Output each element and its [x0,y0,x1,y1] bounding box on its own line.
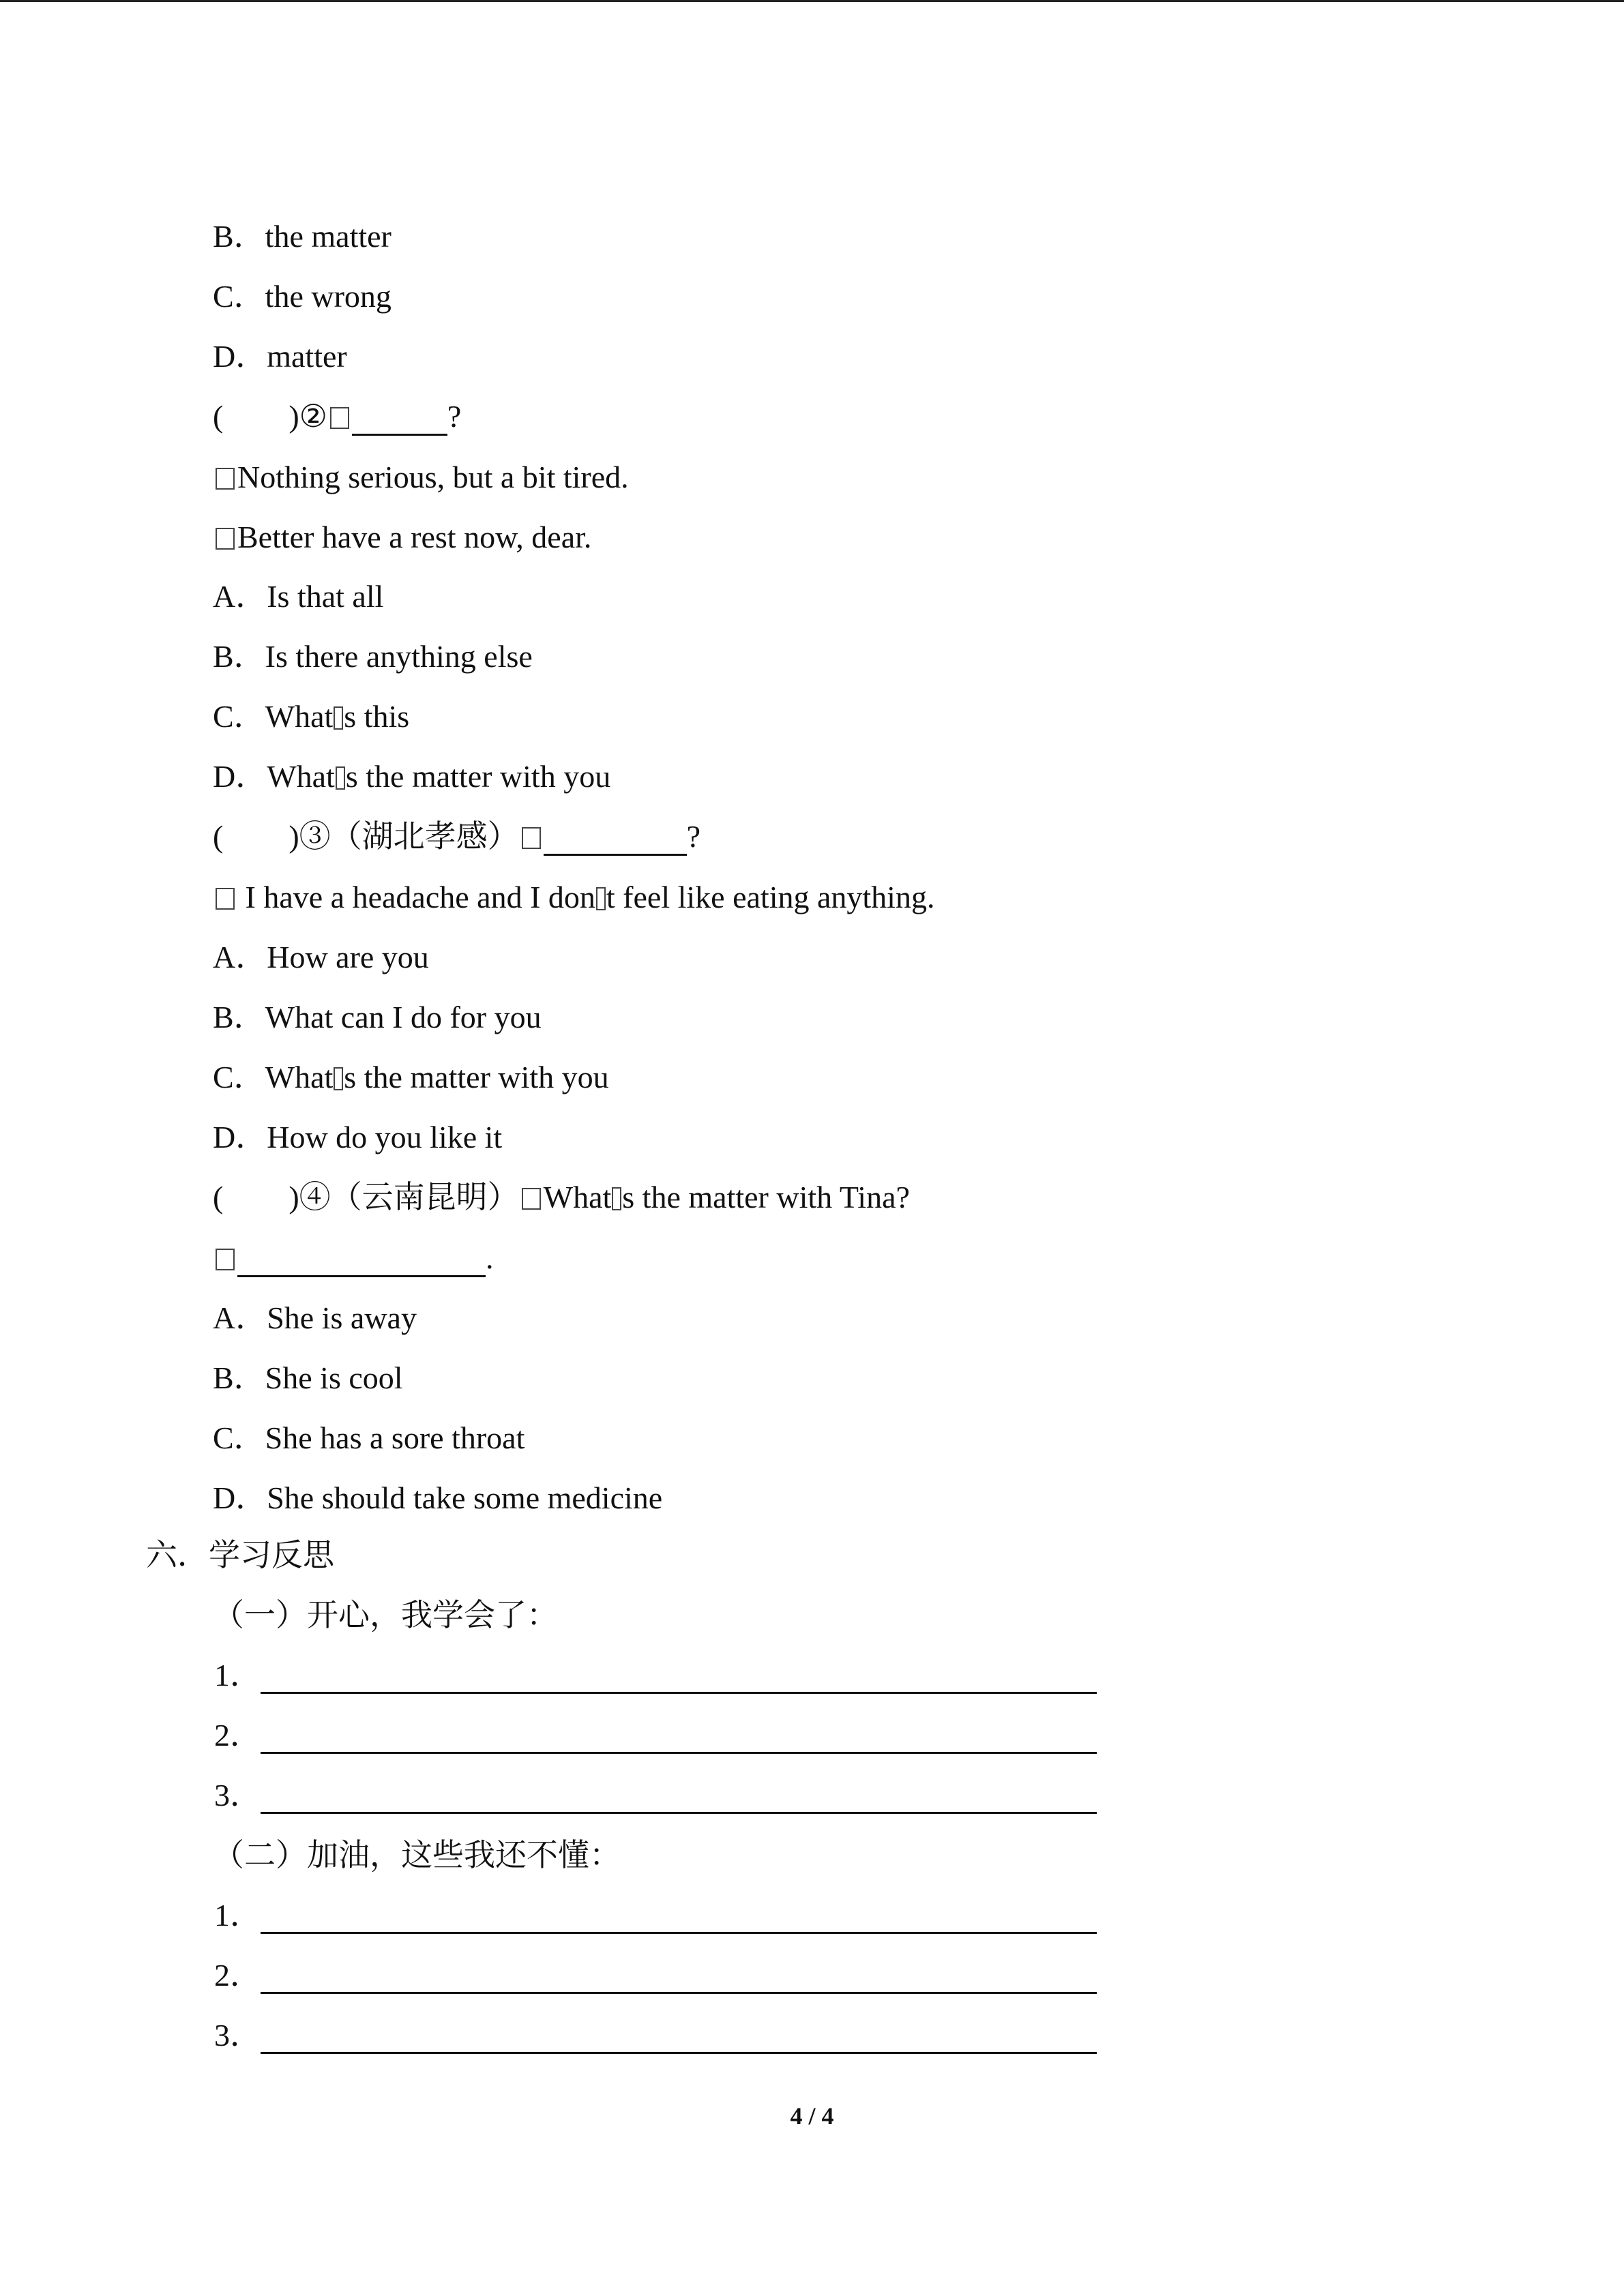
part-1-item-3-number: 3． [214,1778,261,1813]
q2-option-d-text-a: D．What [213,759,335,794]
q4-number-source: )④（云南昆明） [289,1180,519,1214]
q3-dialog-text-a: I have a headache and I don [237,880,595,914]
section-6-part-2-heading: （二）加油，这些我还不懂： [213,1838,621,1873]
q3-option-c-text-a: C．What [213,1060,334,1094]
q4-option-a: A．She is away [213,1300,417,1335]
apostrophe-box [336,766,345,790]
q3-question-mark: ? [686,819,701,854]
dialog-marker-box [522,827,541,849]
q3-number-source: )③（湖北孝感） [289,819,519,854]
q4-stem [213,1170,910,1225]
q2-option-d-text-b: s the matter with you [345,759,611,794]
top-border [0,0,1624,2]
part-1-item-2-number: 2． [214,1718,261,1753]
q1-option-d: D．matter [213,339,347,374]
part-2-item-3-number: 3． [214,2018,261,2053]
section-6-title: 六．学习反思 [146,1538,334,1572]
dialog-marker-box [216,468,235,490]
q4-paren-open: ( [213,1180,224,1214]
q2-option-b: B．Is there anything else [213,639,533,674]
q3-paren-open: ( [213,819,224,854]
q2-dialog-2-text: Better have a rest now, dear. [237,520,592,554]
apostrophe-box [334,1067,343,1090]
q3-option-a: A．How are you [213,940,429,974]
q3-option-d: D．How do you like it [213,1120,503,1154]
part-1-item-2-write-line[interactable] [261,1752,1097,1754]
q2-option-d [213,749,610,804]
apostrophe-box [612,1187,621,1210]
q3-option-c [213,1050,609,1105]
q4-answer-blank[interactable] [237,1236,486,1277]
q2-dialog-1-text: Nothing serious, but a bit tired. [237,460,629,494]
dialog-marker-box [216,1249,235,1270]
dialog-marker-box [522,1188,541,1210]
q2-option-c-text-b: s this [344,699,410,734]
q4-answer-period: . [486,1240,494,1275]
part-2-item-3-write-line[interactable] [261,2052,1097,2054]
q2-answer-blank[interactable] [352,394,447,436]
q2-stem [213,389,461,444]
q2-option-a: A．Is that all [213,579,384,614]
dialog-marker-box [216,528,235,550]
q3-dialog-text-b: t feel like eating anything. [606,880,935,914]
q3-answer-blank[interactable] [544,814,687,856]
q2-paren-open: ( [213,399,224,434]
q2-question-mark: ? [447,399,462,434]
q4-question-text-a: What [543,1180,612,1214]
q3-dialog [213,870,934,925]
part-2-item-2-write-line[interactable] [261,1992,1097,1994]
q4-question-text-b: s the matter with Tina? [622,1180,910,1214]
q3-stem [213,809,700,864]
q4-answer-line [213,1231,494,1285]
q3-option-c-text-b: s the matter with you [344,1060,609,1094]
part-1-item-1-write-line[interactable] [261,1692,1097,1694]
q4-option-b: B．She is cool [213,1360,403,1395]
apostrophe-box [596,887,606,910]
q1-option-b: B．the matter [213,219,392,254]
part-2-item-2-number: 2． [214,1958,261,1993]
part-2-item-1-write-line[interactable] [261,1932,1097,1934]
apostrophe-box [334,706,343,730]
q2-option-c [213,689,409,744]
q4-option-c: C．She has a sore throat [213,1420,525,1455]
dialog-marker-box [216,888,235,910]
q4-option-d: D．She should take some medicine [213,1480,663,1515]
q1-option-c: C．the wrong [213,279,392,314]
part-1-item-1-number: 1． [214,1658,261,1693]
part-2-item-1-number: 1． [214,1898,261,1933]
page-number: 4 / 4 [790,2102,834,2130]
q2-number: )② [289,399,327,434]
q2-dialog-1 [213,450,629,505]
section-6-part-1-heading: （一）开心，我学会了： [213,1598,558,1632]
dialog-marker-box [330,407,349,429]
part-1-item-3-write-line[interactable] [261,1812,1097,1814]
q2-option-c-text-a: C．What [213,699,334,734]
q2-dialog-2 [213,510,591,565]
q3-option-b: B．What can I do for you [213,1000,542,1034]
